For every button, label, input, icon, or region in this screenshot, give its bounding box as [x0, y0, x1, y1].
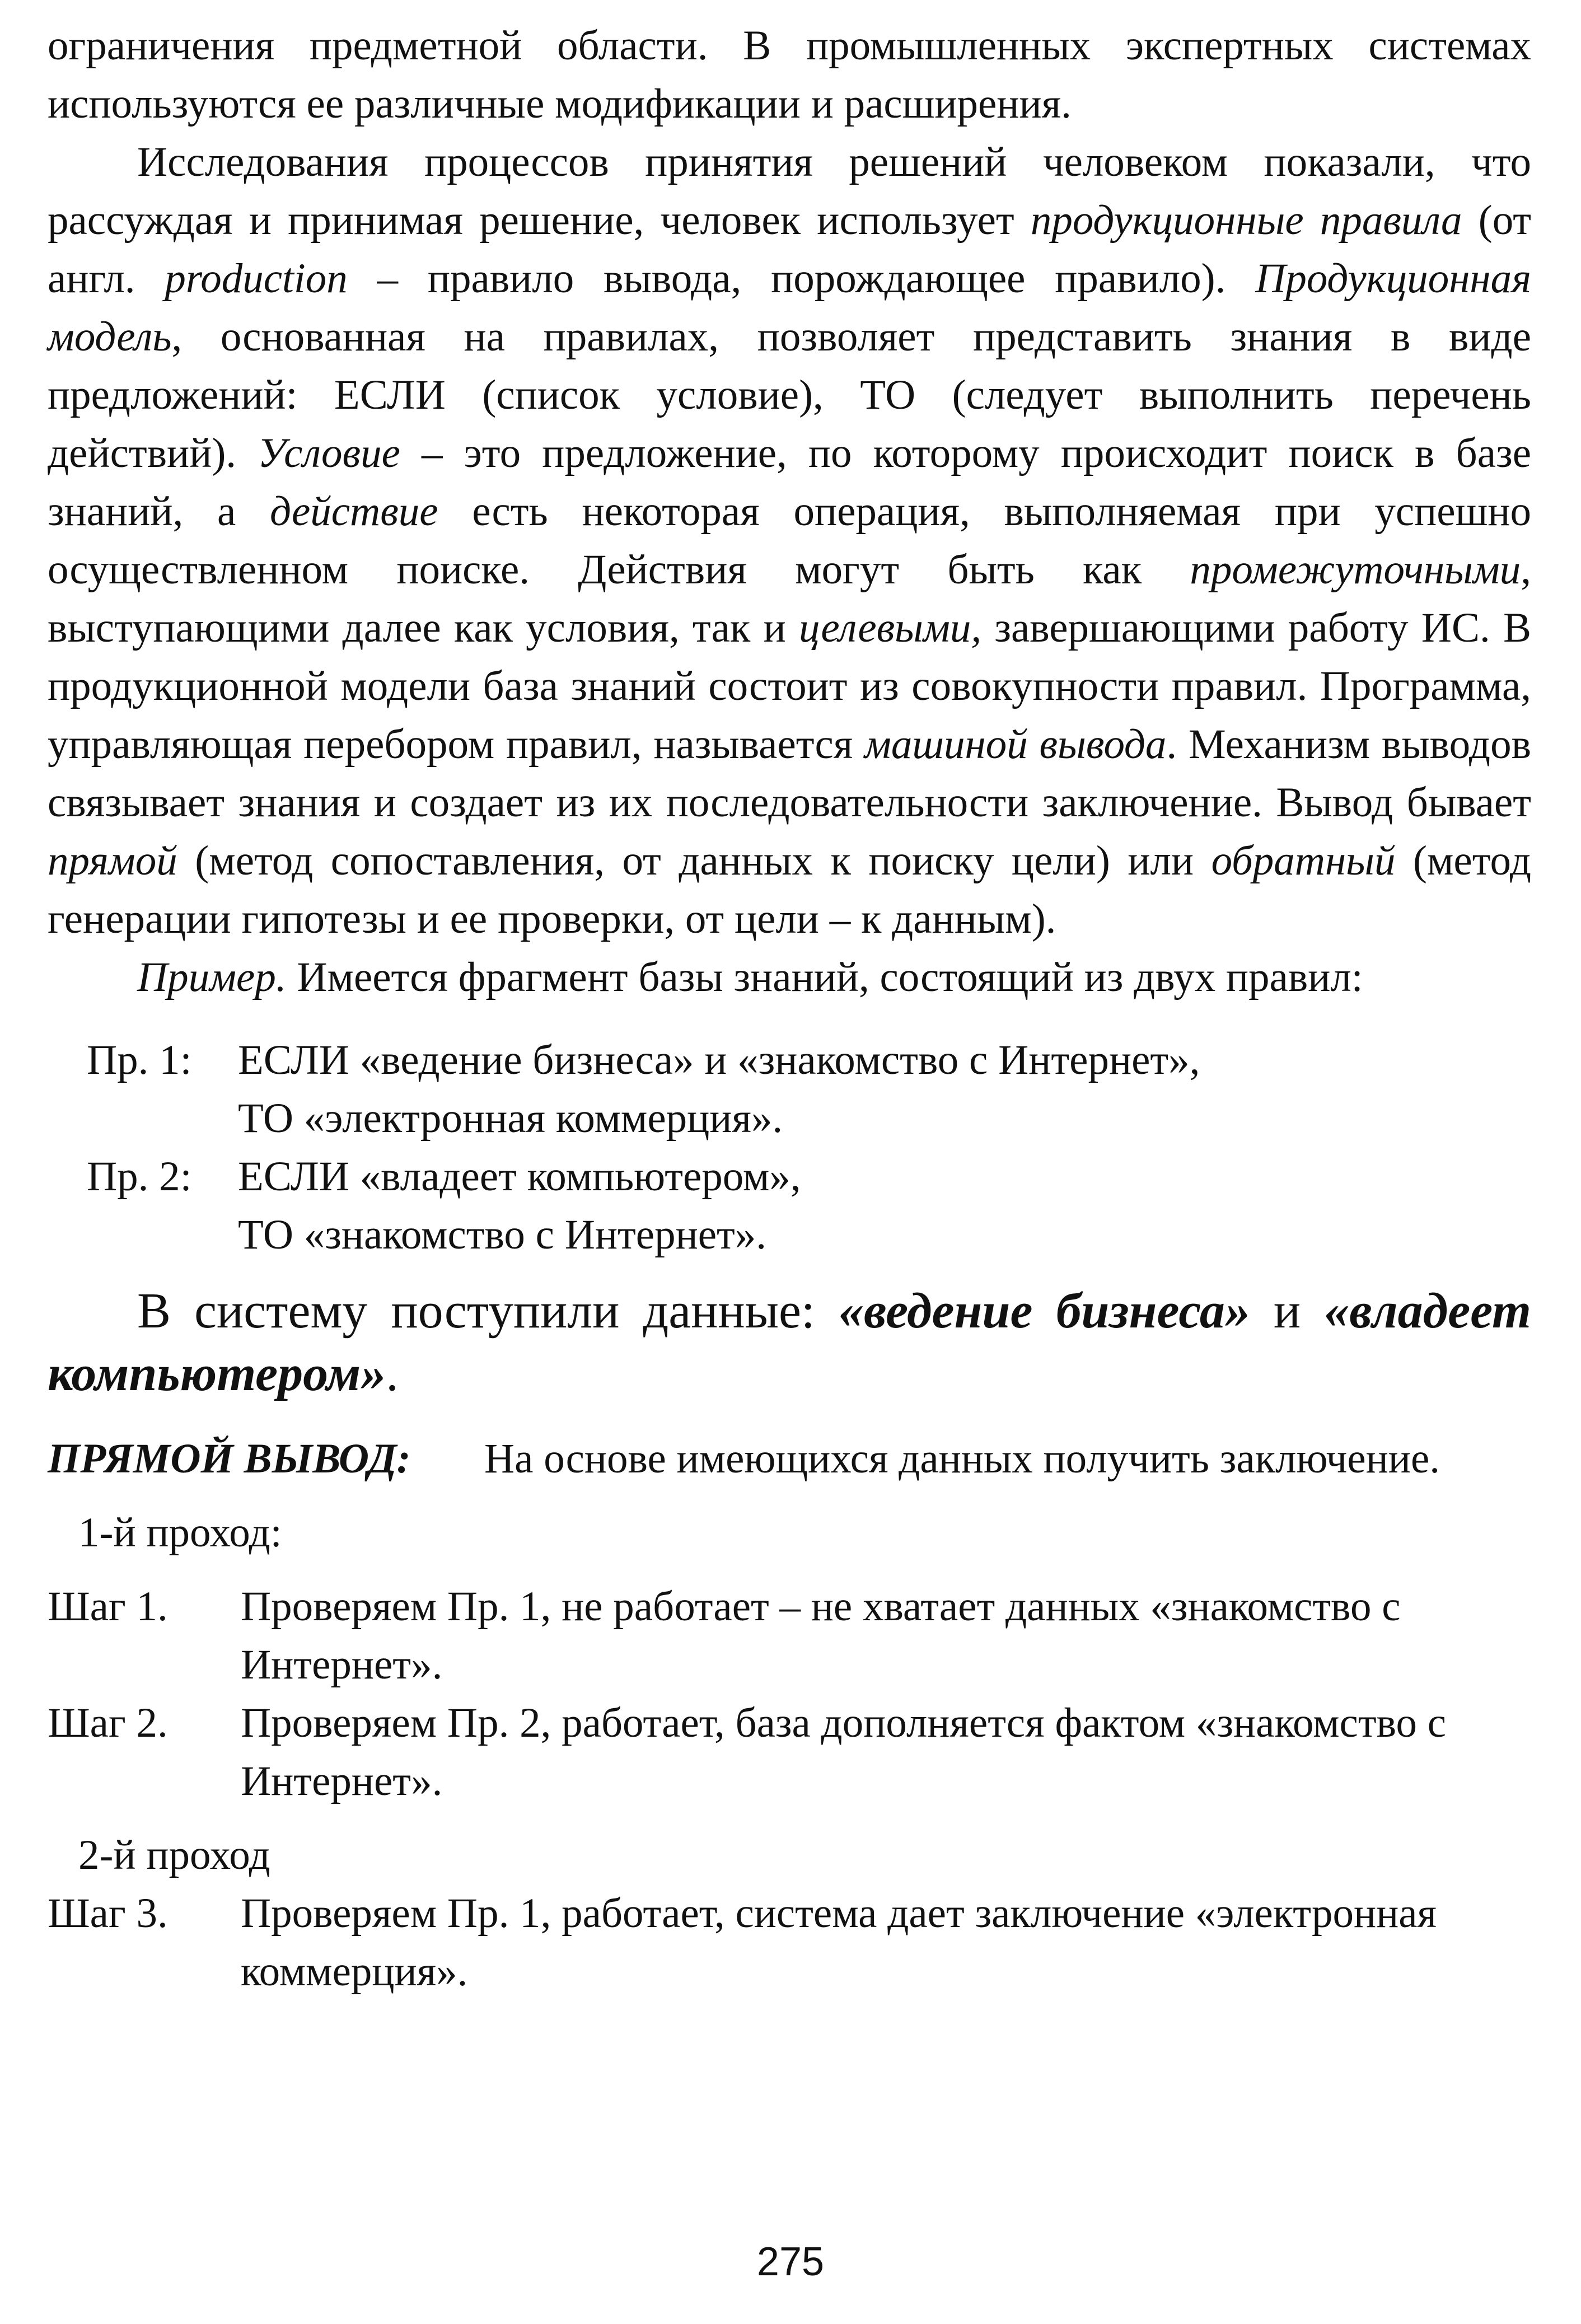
- example-paragraph: [48, 948, 1531, 1007]
- rule-body: [238, 1031, 1531, 1148]
- example-label: Пример.: [137, 954, 287, 1000]
- page-content: [48, 17, 1531, 2001]
- term-condition: Условие: [258, 430, 400, 476]
- text-run: , выступающими далее как условия, так и: [48, 546, 1531, 651]
- text-run: Исследования процессов принятия решений человеком показали, что рассуждая и принимая решение, человек использует: [48, 139, 1531, 244]
- text-run: (от англ.: [48, 197, 1531, 302]
- data-input-paragraph: [48, 1280, 1531, 1405]
- rules-list: [48, 1031, 1531, 1264]
- data-fact-business: «ведение бизнеса»: [839, 1283, 1250, 1339]
- text-run: есть некоторая операция, выполняемая при успешно осуществленном поиске. Действия могут быть как: [48, 488, 1531, 593]
- step-text: Проверяем Пр. 2, работает, база дополняется фактом «знакомство с Интернет».: [241, 1700, 1447, 1804]
- page-number: 275: [756, 2239, 825, 2284]
- term-production-rules: продукционные правила: [1030, 197, 1462, 244]
- text-run: В систему поступили данные:: [137, 1283, 839, 1339]
- step-item: [48, 1578, 1531, 1694]
- step-label: Шаг 2.: [48, 1700, 168, 1746]
- step-text: Проверяем Пр. 1, не работает – не хватает данных «знакомство с Интернет».: [241, 1583, 1401, 1688]
- rule-if-line: ЕСЛИ «ведение бизнеса» и «знакомство с Интернет»,: [238, 1037, 1200, 1083]
- forward-text: На основе имеющихся данных получить заключение.: [484, 1435, 1440, 1482]
- text-run: .: [386, 1346, 399, 1401]
- step-item: [48, 1694, 1531, 1811]
- step-label: Шаг 1.: [48, 1583, 168, 1630]
- term-production-en: production: [165, 255, 348, 302]
- forward-inference-heading: [48, 1430, 1531, 1488]
- rule-body: [238, 1148, 1531, 1264]
- example-text: Имеется фрагмент базы знаний, состоящий из двух правил:: [286, 954, 1363, 1000]
- step-label: Шаг 3.: [48, 1890, 168, 1937]
- term-backward: обратный: [1211, 838, 1396, 884]
- rule-then-line: ТО «электронная коммерция».: [238, 1095, 783, 1142]
- production-paragraph: [48, 133, 1531, 948]
- term-target: целевыми,: [798, 605, 982, 651]
- text-run: (метод сопоставления, от данных к поиску цели) или: [177, 838, 1212, 884]
- data-fact-computer: «владеет компьютером»: [48, 1283, 1531, 1401]
- text-run: завершающими работу ИС. В продукционной модели база знаний состоит из совокупности правил. Программа, управляющая перебором правил, называется: [48, 605, 1531, 768]
- rule-if-line: ЕСЛИ «владеет компьютером»,: [238, 1153, 801, 1200]
- text-run: , основанная на правилах, позволяет представить знания в виде предложений: ЕСЛИ (список условие), ТО (следует выполнить перечень действий).: [48, 314, 1531, 476]
- text-run: – это предложение, по которому происходит поиск в базе знаний, а: [48, 430, 1531, 535]
- term-inference-engine: машиной вывода: [864, 721, 1167, 768]
- text-run: – правило вывода, порождающее правило).: [347, 255, 1256, 302]
- text-run: . Механизм выводов связывает знания и создает из их последовательности заключение. Вывод бывает: [48, 721, 1531, 826]
- term-action: действие: [270, 488, 438, 535]
- text-run: и: [1250, 1283, 1325, 1339]
- forward-label: ПРЯМОЙ ВЫВОД:: [48, 1435, 411, 1482]
- rule-label: Пр. 2:: [87, 1153, 192, 1200]
- rule-item: [87, 1148, 1531, 1264]
- term-forward: прямой: [48, 838, 177, 884]
- intro-paragraph: ограничения предметной области. В промышленных экспертных системах используются ее различные модификации и расширения.: [48, 22, 1531, 127]
- term-intermediate: промежуточными: [1190, 546, 1521, 593]
- step-item: [48, 1885, 1531, 2001]
- text-run: (метод генерации гипотезы и ее проверки, от цели – к данным).: [48, 838, 1531, 942]
- rule-label: Пр. 1:: [87, 1037, 192, 1083]
- pass-label: 1-й проход:: [78, 1509, 282, 1556]
- step-text: Проверяем Пр. 1, работает, система дает заключение «электронная коммерция».: [241, 1890, 1437, 1995]
- rule-item: [87, 1031, 1531, 1148]
- rule-then-line: ТО «знакомство с Интернет».: [238, 1212, 767, 1258]
- term-production-model: Продукционная модель: [48, 255, 1531, 360]
- pass-label: 2-й проход: [78, 1832, 270, 1878]
